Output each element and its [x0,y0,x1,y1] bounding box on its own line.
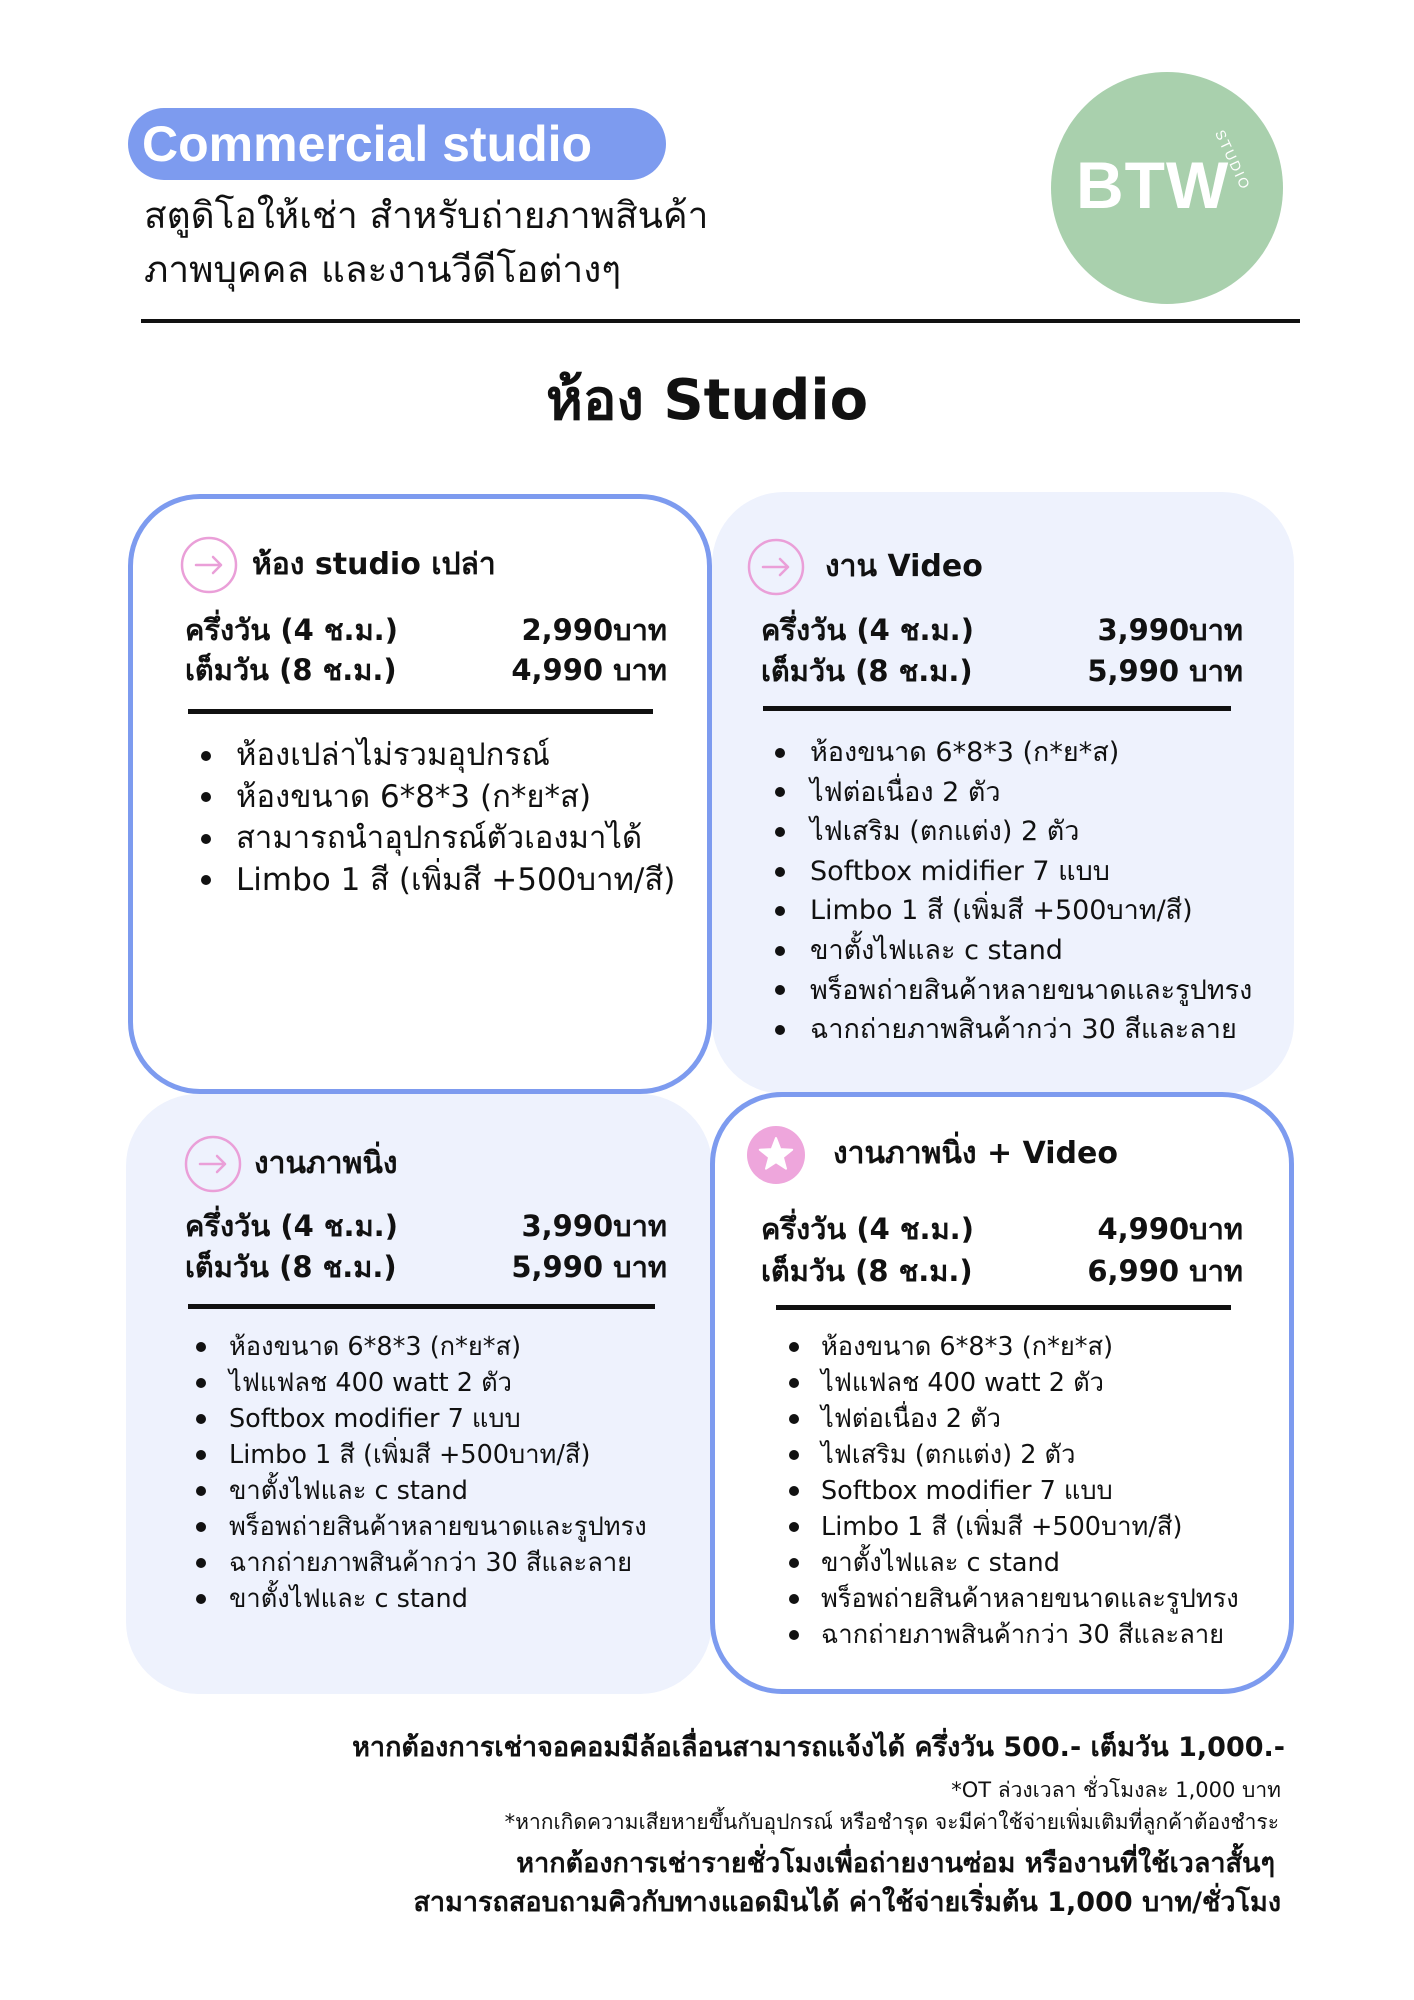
feature-item: ห้องเปล่าไม่รวมอุปกรณ์ [201,735,675,777]
rate-row-half-day [761,610,1243,651]
feature-item: Limbo 1 สี (เพิ่มสี +500บาท/สี) [775,891,1252,931]
rate-table [185,610,667,690]
rate-label: ครึ่งวัน (4 ช.ม.) [761,613,974,647]
rate-table [761,1208,1243,1292]
feature-item: Softbox modifier 7 แบบ [789,1473,1239,1509]
arrow-right-circle-icon [179,535,239,595]
rate-table [185,1206,667,1288]
rate-label: เต็มวัน (8 ช.ม.) [761,654,973,688]
feature-item: ห้องขนาด 6*8*3 (ก*ย*ส) [201,777,675,819]
feature-item: พร็อพถ่ายสินค้าหลายขนาดและรูปทรง [775,971,1252,1011]
rate-price: 5,990 บาท [1087,654,1243,688]
package-name: งานภาพนิ่ง + Video [833,1136,1118,1171]
feature-item: ไฟแฟลช 400 watt 2 ตัว [196,1365,647,1401]
arrow-right-circle-icon [746,537,806,597]
feature-item: Limbo 1 สี (เพิ่มสี +500บาท/สี) [201,860,675,902]
package-card-photo-video [710,1092,1294,1694]
rate-price: 4,990 บาท [511,653,667,687]
hourly-rental-note-line-1: หากต้องการเช่ารายชั่วโมงเพื่อถ่ายงานซ่อม หรืองานที่ใช้เวลาสั้นๆ [516,1848,1275,1879]
feature-item: ขาตั้งไฟและ c stand [196,1581,647,1617]
rate-price: 2,990บาท [521,613,667,647]
monitor-rental-note: หากต้องการเช่าจอคอมมีล้อเลื่อนสามารถแจ้งได้ ครึ่งวัน 500.- เต็มวัน 1,000.- [352,1732,1285,1763]
feature-item: ขาตั้งไฟและ c stand [789,1545,1239,1581]
rate-label: เต็มวัน (8 ช.ม.) [185,653,397,687]
rate-row-half-day [185,610,667,650]
rate-row-full-day [185,650,667,690]
package-name: งานภาพนิ่ง [254,1146,398,1181]
subtitle-line-1: สตูดิโอให้เช่า สำหรับถ่ายภาพสินค้า [144,194,709,237]
rate-row-full-day [761,1250,1243,1292]
feature-item: ไฟต่อเนื่อง 2 ตัว [775,773,1252,813]
rate-row-full-day [185,1247,667,1288]
feature-list [775,733,1252,1050]
header-divider [141,319,1300,323]
feature-item: Limbo 1 สี (เพิ่มสี +500บาท/สี) [789,1509,1239,1545]
btw-studio-logo [1051,72,1283,304]
feature-item: พร็อพถ่ายสินค้าหลายขนาดและรูปทรง [196,1509,647,1545]
rate-label: ครึ่งวัน (4 ช.ม.) [185,1209,398,1243]
package-card-empty-studio [128,494,712,1094]
rate-table [761,610,1243,692]
package-name: งาน Video [825,549,983,584]
feature-item: ห้องขนาด 6*8*3 (ก*ย*ส) [775,733,1252,773]
logo-subtext: STUDIO [1212,127,1254,193]
feature-item: พร็อพถ่ายสินค้าหลายขนาดและรูปทรง [789,1581,1239,1617]
rate-label: ครึ่งวัน (4 ช.ม.) [185,613,398,647]
feature-item: Limbo 1 สี (เพิ่มสี +500บาท/สี) [196,1437,647,1473]
feature-item: ไฟต่อเนื่อง 2 ตัว [789,1401,1239,1437]
feature-item: ขาตั้งไฟและ c stand [775,931,1252,971]
feature-item: ห้องขนาด 6*8*3 (ก*ย*ส) [789,1329,1239,1365]
subtitle-line-2: ภาพบุคคล และงานวีดีโอต่างๆ [144,248,622,291]
feature-item: ฉากถ่ายภาพสินค้ากว่า 30 สีและลาย [196,1545,647,1581]
rate-label: เต็มวัน (8 ช.ม.) [761,1254,973,1288]
feature-list [201,735,675,901]
damage-note: *หากเกิดความเสียหายขึ้นกับอุปกรณ์ หรือชำรุด จะมีค่าใช้จ่ายเพิ่มเติมที่ลูกค้าต้องชำระ [504,1810,1279,1834]
feature-list [196,1329,647,1617]
feature-item: ฉากถ่ายภาพสินค้ากว่า 30 สีและลาย [789,1617,1239,1653]
feature-item: ขาตั้งไฟและ c stand [196,1473,647,1509]
rate-price: 5,990 บาท [511,1250,667,1284]
logo-wordmark: BTW [1076,148,1230,222]
rate-row-half-day [185,1206,667,1247]
feature-list [789,1329,1239,1653]
card-divider [763,706,1231,711]
hourly-rental-note-line-2: สามารถสอบถามคิวกับทางแอดมินได้ ค่าใช้จ่ายเริ่มต้น 1,000 บาท/ชั่วโมง [413,1887,1281,1918]
feature-item: ไฟเสริม (ตกแต่ง) 2 ตัว [775,812,1252,852]
feature-item: ไฟแฟลช 400 watt 2 ตัว [789,1365,1239,1401]
card-divider [776,1305,1231,1310]
card-divider [188,709,653,714]
page-title: ห้อง Studio [545,368,869,433]
rate-row-half-day [761,1208,1243,1250]
rate-label: ครึ่งวัน (4 ช.ม.) [761,1212,974,1246]
studio-title-badge: Commercial studio [128,108,666,180]
feature-item: ห้องขนาด 6*8*3 (ก*ย*ส) [196,1329,647,1365]
package-card-video [712,492,1294,1094]
rate-row-full-day [761,651,1243,692]
feature-item: สามารถนำอุปกรณ์ตัวเองมาได้ [201,818,675,860]
feature-item: ฉากถ่ายภาพสินค้ากว่า 30 สีและลาย [775,1010,1252,1050]
package-card-photo [126,1094,712,1694]
card-divider [188,1304,655,1309]
rate-price: 6,990 บาท [1087,1254,1243,1288]
feature-item: Softbox modifier 7 แบบ [196,1401,647,1437]
star-icon [747,1126,805,1184]
rate-label: เต็มวัน (8 ช.ม.) [185,1250,397,1284]
overtime-note: *OT ล่วงเวลา ชั่วโมงละ 1,000 บาท [951,1778,1281,1802]
arrow-right-circle-icon [183,1134,243,1194]
package-name: ห้อง studio เปล่า [252,547,496,582]
rate-price: 3,990บาท [521,1209,667,1243]
feature-item: Softbox midifier 7 แบบ [775,852,1252,892]
feature-item: ไฟเสริม (ตกแต่ง) 2 ตัว [789,1437,1239,1473]
rate-price: 3,990บาท [1097,613,1243,647]
rate-price: 4,990บาท [1097,1212,1243,1246]
